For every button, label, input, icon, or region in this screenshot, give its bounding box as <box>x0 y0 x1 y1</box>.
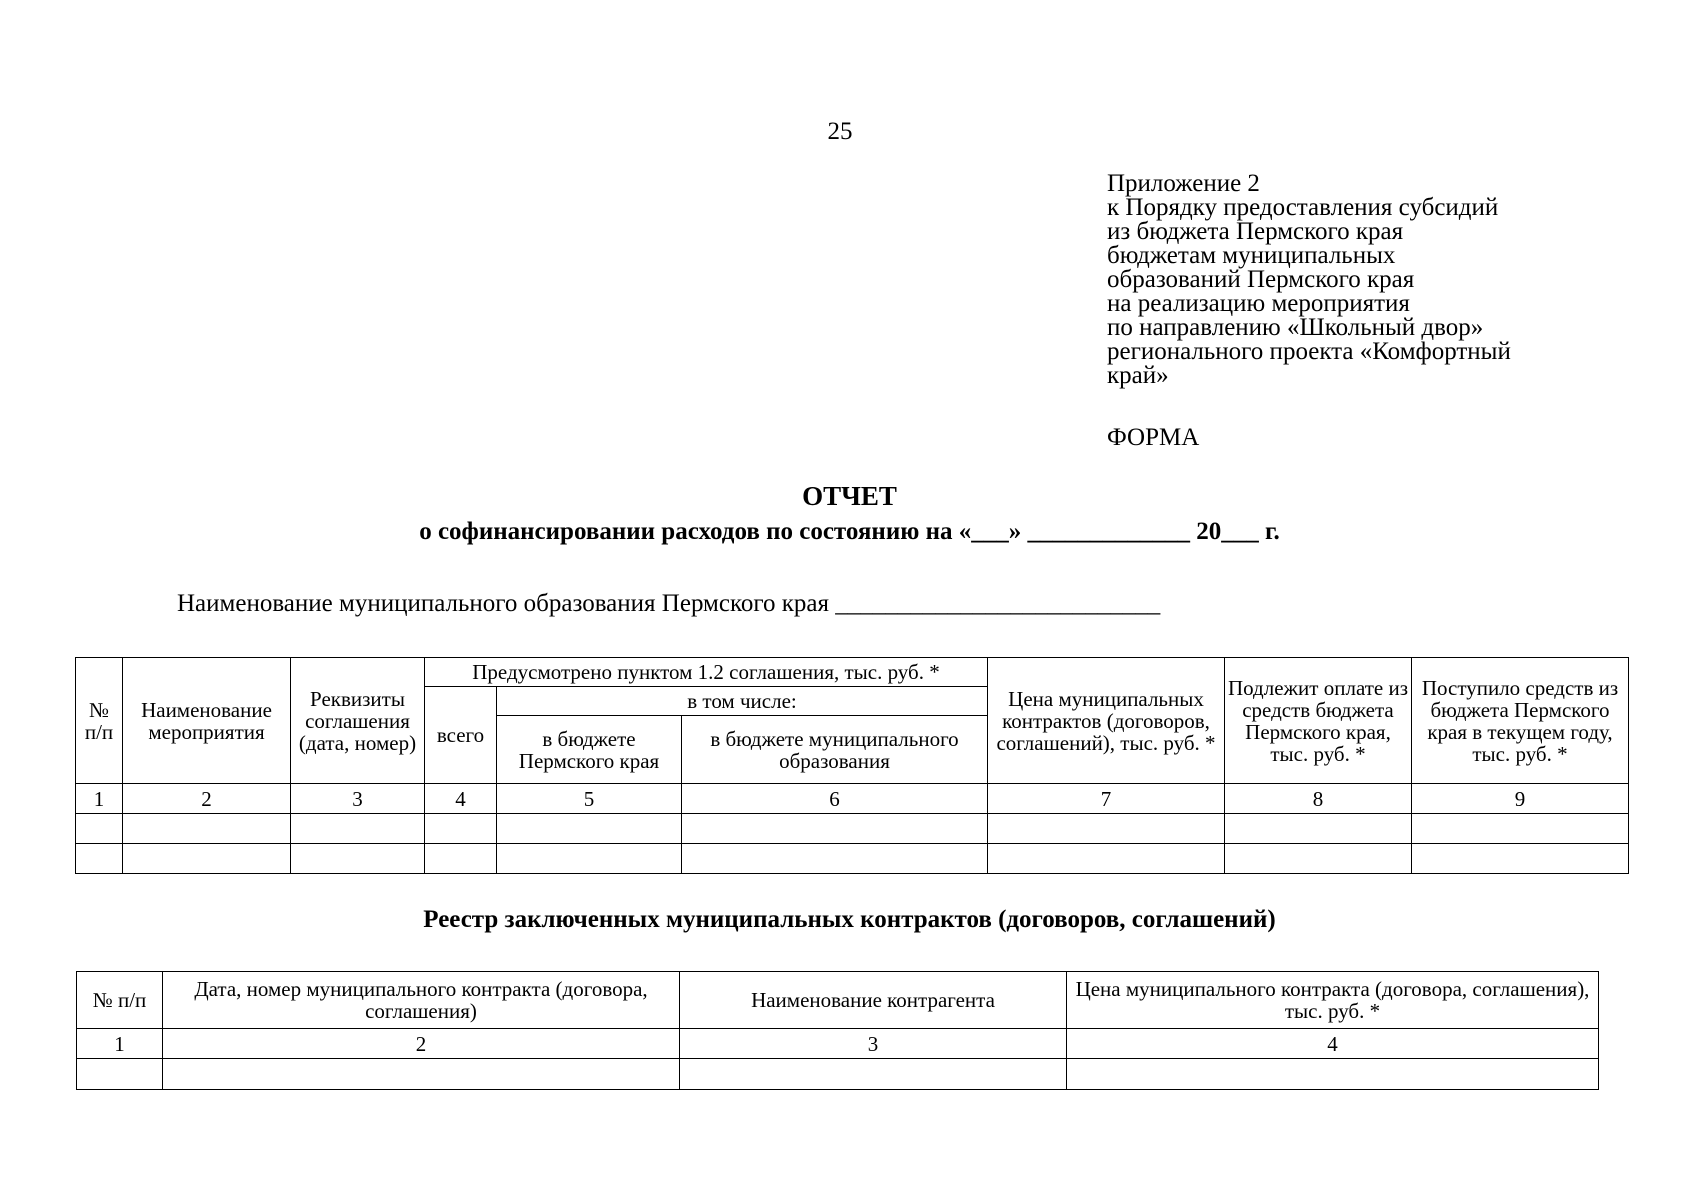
empty-table-row <box>76 814 1629 844</box>
appendix-line: бюджетам муниципальных <box>1107 242 1396 269</box>
column-number: 7 <box>988 784 1225 814</box>
column-number: 4 <box>1067 1029 1599 1059</box>
contract-registry-table <box>76 971 1599 1090</box>
form-label: ФОРМА <box>1107 424 1200 451</box>
column-number: 6 <box>682 784 988 814</box>
column-number: 1 <box>77 1029 163 1059</box>
column-number: 3 <box>291 784 425 814</box>
header-to-be-paid: Подлежит оплате из средств бюджета Пермского края, тыс. руб. * <box>1225 658 1412 784</box>
appendix-line: на реализацию мероприятия <box>1107 290 1410 317</box>
municipality-name-line: Наименование муниципального образования Пермского края __________________________ <box>177 590 1161 617</box>
appendix-line: по направлению «Школьный двор» <box>1107 314 1484 341</box>
column-number: 4 <box>425 784 497 814</box>
header-counterparty: Наименование контрагента <box>680 972 1067 1029</box>
report-subtitle: о софинансировании расходов по состоянию на «___» _____________ 20___ г. <box>419 518 1280 545</box>
header-total: всего <box>425 687 497 784</box>
header-num: № п/п <box>76 658 123 784</box>
registry-title: Реестр заключенных муниципальных контрактов (договоров, соглашений) <box>423 906 1276 933</box>
column-number: 1 <box>76 784 123 814</box>
column-number-row <box>76 784 1629 814</box>
appendix-line: из бюджета Пермского края <box>1107 218 1404 245</box>
appendix-line: Приложение 2 <box>1107 170 1260 197</box>
page-number: 25 <box>827 118 853 145</box>
appendix-line: регионального проекта «Комфортный <box>1107 338 1511 365</box>
empty-table-row <box>76 844 1629 874</box>
appendix-line: образований Пермского края <box>1107 266 1415 293</box>
column-number-row <box>77 1029 1599 1059</box>
header-received: Поступило средств из бюджета Пермского края в текущем году, тыс. руб. * <box>1412 658 1629 784</box>
header-contract-date-number: Дата, номер муниципального контракта (договора, соглашения) <box>163 972 680 1029</box>
cofinancing-report-table <box>75 657 1629 874</box>
header-provided: Предусмотрено пунктом 1.2 соглашения, тыс. руб. * <box>425 658 988 687</box>
header-row <box>77 972 1599 1029</box>
header-municipal-budget: в бюджете муниципального образования <box>682 716 988 784</box>
header-event-name: Наименование мероприятия <box>123 658 291 784</box>
column-number: 9 <box>1412 784 1629 814</box>
column-number: 8 <box>1225 784 1412 814</box>
header-num: № п/п <box>77 972 163 1029</box>
report-title: ОТЧЕТ <box>802 481 897 511</box>
appendix-header <box>1107 172 1511 388</box>
header-including: в том числе: <box>497 687 988 716</box>
empty-table-row <box>77 1059 1599 1090</box>
column-number: 5 <box>497 784 682 814</box>
appendix-line: край» <box>1107 362 1169 389</box>
header-contract-price: Цена муниципальных контрактов (договоров, соглашений), тыс. руб. * <box>988 658 1225 784</box>
column-number: 2 <box>163 1029 680 1059</box>
column-number: 3 <box>680 1029 1067 1059</box>
header-row <box>76 658 1629 687</box>
header-regional-budget: в бюджете Пермского края <box>497 716 682 784</box>
header-agreement-details: Реквизиты соглашения (дата, номер) <box>291 658 425 784</box>
header-contract-price: Цена муниципального контракта (договора, соглашения), тыс. руб. * <box>1067 972 1599 1029</box>
column-number: 2 <box>123 784 291 814</box>
appendix-line: к Порядку предоставления субсидий <box>1107 194 1499 221</box>
